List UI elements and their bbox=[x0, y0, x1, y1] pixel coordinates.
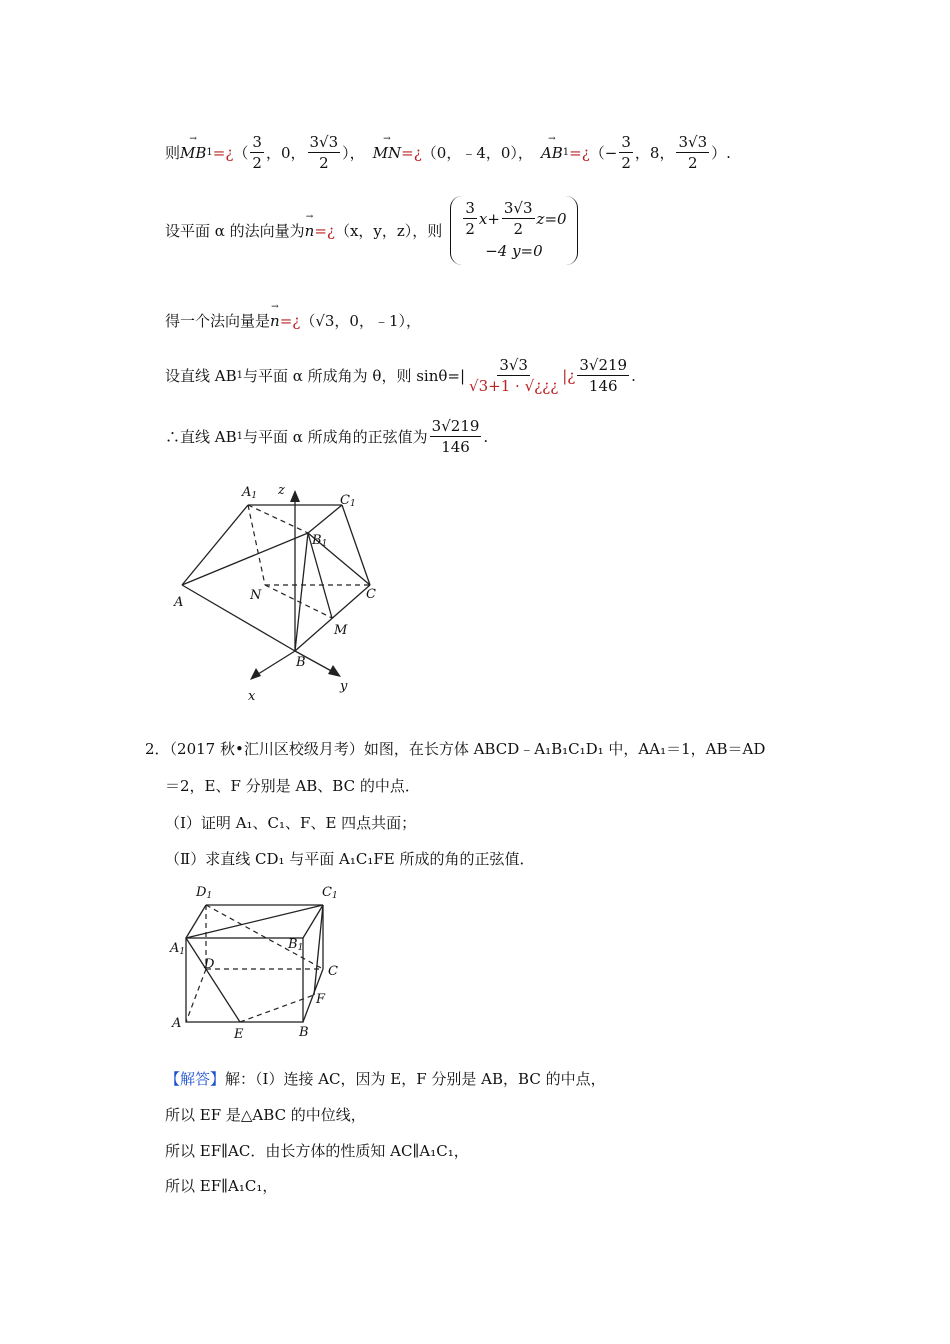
answer-tag: 【解答】 bbox=[165, 1070, 226, 1088]
vector-ab1: → AB bbox=[541, 144, 563, 162]
label-x: x bbox=[248, 689, 256, 703]
text: |¿ bbox=[562, 366, 576, 385]
label-e: E bbox=[234, 1027, 244, 1040]
label-b: B bbox=[296, 655, 306, 670]
prism-figure-1 bbox=[170, 478, 390, 703]
label-d1: D1 bbox=[196, 885, 213, 901]
text: （0，﹣4，0）， bbox=[421, 144, 533, 162]
text: （√3，0，﹣1）， bbox=[300, 312, 422, 330]
question-2-line-1: 2．（2017 秋•汇川区校级月考）如图，在长方体 ABCD﹣A₁B₁C₁D₁ 中，AA₁＝1，AB＝AD bbox=[145, 740, 766, 758]
numerator: 3√219 bbox=[579, 356, 628, 374]
equals: =¿ bbox=[401, 143, 422, 162]
answer-line-4: 所以 EF∥A₁C₁， bbox=[165, 1177, 278, 1195]
sine-conclusion bbox=[165, 416, 488, 457]
fraction bbox=[467, 355, 560, 396]
denominator: 2 bbox=[513, 220, 523, 238]
text: 解：（Ⅰ）连接 AC，因为 E，F 分别是 AB，BC 的中点， bbox=[225, 1070, 606, 1088]
paren: （ bbox=[233, 144, 249, 162]
denominator: 2 bbox=[252, 154, 262, 172]
fraction bbox=[676, 132, 709, 173]
text: ∴直线 AB bbox=[165, 428, 237, 446]
equation-system bbox=[450, 196, 577, 265]
subscript: 1 bbox=[562, 147, 570, 158]
label-c1: C1 bbox=[322, 885, 338, 901]
text: 设直线 AB bbox=[165, 367, 237, 385]
denominator: 2 bbox=[465, 220, 475, 238]
text: ，0， bbox=[265, 144, 306, 162]
text: 得一个法向量是 bbox=[165, 312, 271, 330]
z-axis-arrow-icon bbox=[290, 490, 300, 502]
vector-mb1: → MB bbox=[180, 144, 206, 162]
numerator: 3 bbox=[621, 133, 631, 151]
denominator: 2 bbox=[319, 154, 329, 172]
answer-line-1 bbox=[165, 1068, 606, 1089]
label-m: M bbox=[334, 623, 348, 638]
answer-line-2: 所以 EF 是△ABC 的中位线， bbox=[165, 1106, 366, 1124]
label-c: C bbox=[366, 587, 376, 602]
fraction bbox=[619, 132, 633, 173]
text: ）. bbox=[711, 144, 731, 162]
text: ，8， bbox=[634, 144, 675, 162]
vector-mn: → MN bbox=[373, 144, 401, 162]
fraction bbox=[463, 198, 477, 239]
equation-row-1 bbox=[461, 198, 566, 239]
text: z=0 bbox=[536, 209, 567, 228]
denominator: 2 bbox=[688, 154, 698, 172]
fraction bbox=[308, 132, 341, 173]
x-axis-arrow-icon bbox=[250, 668, 261, 680]
label-b: B bbox=[299, 1025, 309, 1040]
subscript: 1 bbox=[206, 147, 213, 158]
label-c1: C1 bbox=[340, 493, 356, 509]
equals: =¿ bbox=[314, 221, 335, 240]
equals: =¿ bbox=[212, 143, 234, 162]
fraction bbox=[577, 355, 629, 396]
numerator: 3√219 bbox=[431, 417, 480, 435]
label-c: C bbox=[328, 964, 338, 979]
label-a: A bbox=[172, 1016, 182, 1031]
label-d: D bbox=[204, 957, 215, 972]
subscript: 1 bbox=[236, 370, 243, 381]
numerator: 3√3 bbox=[678, 133, 708, 151]
numerator: 3 bbox=[465, 199, 475, 217]
label-b1: B1 bbox=[288, 937, 304, 953]
numerator: 3√3 bbox=[309, 133, 339, 151]
numerator: 3 bbox=[252, 133, 262, 151]
text: 则 bbox=[165, 144, 181, 162]
denominator: 146 bbox=[441, 438, 470, 456]
numerator: 3√3 bbox=[499, 356, 528, 374]
answer-line-3: 所以 EF∥AC．由长方体的性质知 AC∥A₁C₁， bbox=[165, 1142, 469, 1160]
text: 设平面 α 的法向量为 bbox=[165, 222, 305, 240]
text: ）， bbox=[342, 144, 365, 162]
question-2-part-2: （Ⅱ）求直线 CD₁ 与平面 A₁C₁FE 所成的角的正弦值． bbox=[165, 850, 535, 868]
label-z: z bbox=[278, 483, 285, 498]
denominator: 146 bbox=[588, 377, 618, 395]
equation-row-2: −4 y=0 bbox=[485, 242, 543, 260]
normal-vector-setup bbox=[165, 196, 578, 265]
equals: =¿ bbox=[569, 143, 590, 162]
numerator: 3√3 bbox=[503, 199, 533, 217]
label-f: F bbox=[316, 992, 326, 1007]
fraction bbox=[502, 198, 535, 239]
cuboid-figure-2 bbox=[168, 880, 358, 1040]
question-2-part-1: （Ⅰ）证明 A₁、C₁、F、E 四点共面； bbox=[165, 814, 417, 832]
text: （x，y，z），则 bbox=[334, 222, 443, 240]
label-n: N bbox=[250, 588, 262, 603]
text: x+ bbox=[478, 209, 500, 228]
subscript: 1 bbox=[236, 431, 243, 442]
sine-computation bbox=[165, 355, 636, 396]
fraction bbox=[250, 132, 264, 173]
label-a1: A1 bbox=[170, 941, 186, 957]
denominator: √3+1 · √¿¿¿ bbox=[469, 377, 559, 395]
label-a: A bbox=[174, 595, 184, 610]
text: . bbox=[631, 366, 636, 385]
equals: =¿ bbox=[279, 311, 301, 330]
label-b1: B1 bbox=[312, 533, 328, 549]
label-a1: A1 bbox=[242, 485, 258, 501]
text: （− bbox=[589, 144, 618, 162]
question-2-line-2: ＝2，E、F 分别是 AB、BC 的中点． bbox=[165, 777, 420, 795]
vector-n: → n bbox=[270, 312, 280, 330]
denominator: 2 bbox=[621, 154, 631, 172]
text: . bbox=[483, 427, 489, 446]
label-y: y bbox=[340, 679, 348, 694]
vector-n: → n bbox=[305, 222, 315, 240]
y-axis-arrow-icon bbox=[328, 665, 341, 677]
vector-line-1 bbox=[165, 132, 731, 173]
normal-vector-result bbox=[165, 310, 421, 331]
text: 与平面 α 所成角的正弦值为 bbox=[243, 428, 428, 446]
fraction bbox=[430, 416, 482, 457]
text: 与平面 α 所成角为 θ，则 sinθ=| bbox=[243, 367, 466, 385]
